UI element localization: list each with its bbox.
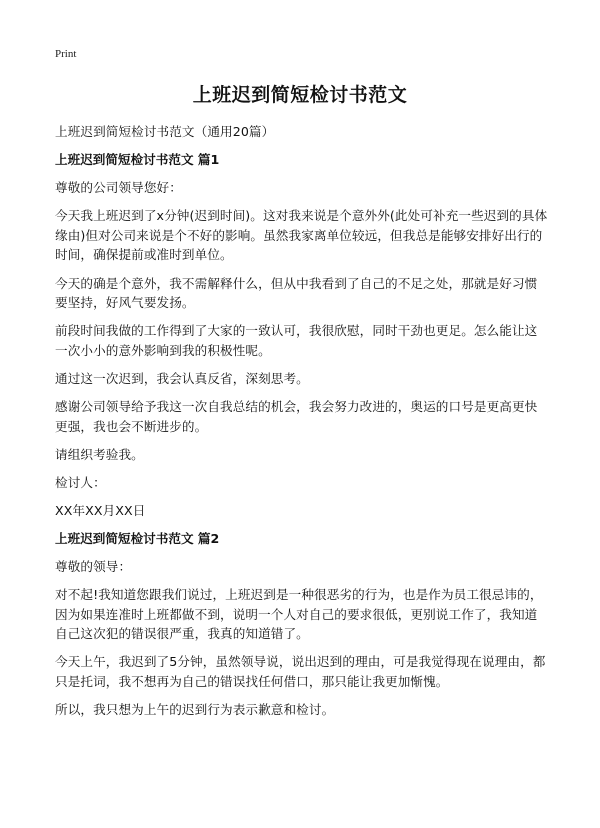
print-label: Print	[55, 48, 77, 60]
paragraph: 对不起!我知道您跟我们说过，上班迟到是一种很恶劣的行为，也是作为员工很忌讳的，因为如果连准时上班都做不到，说明一个人对自己的要求很低，更别说工作了，我知道自己这次犯的错误很严重，我真的知道错了。	[55, 587, 543, 642]
paragraph: 所以，我只想为上午的迟到行为表示歉意和检讨。	[55, 702, 335, 718]
salutation: 尊敬的领导：	[55, 559, 132, 575]
document-body	[55, 122, 548, 728]
paragraph: 感谢公司领导给予我这一次自我总结的机会，我会努力改进的，奥运的口号是更高更快更强，我也会不断进步的。	[55, 399, 538, 434]
section-heading: 上班迟到简短检讨书范文 篇2	[55, 531, 220, 546]
paragraph: 通过这一次迟到，我会认真反省，深刻思考。	[55, 370, 309, 386]
section-1	[55, 150, 548, 520]
paragraph: 今天的确是个意外，我不需解释什么，但从中我看到了自己的不足之处，那就是好习惯要坚持，好风气要发扬。	[55, 275, 538, 311]
document-subtitle: 上班迟到简短检讨书范文（通用20篇）	[55, 124, 275, 139]
document-title: 上班迟到简短检讨书范文	[192, 84, 408, 106]
section-heading: 上班迟到简短检讨书范文 篇1	[55, 152, 220, 168]
signature-date: XX年XX月XX日	[55, 502, 146, 518]
paragraph: 请组织考验我。	[55, 446, 144, 462]
paragraph: 今天上午，我迟到了5分钟，虽然领导说，说出迟到的理由，可是我觉得现在说理由，都只是托词，我不想再为自己的错误找任何借口，那只能让我更加惭愧。	[55, 654, 546, 690]
signature-label: 检讨人：	[55, 474, 106, 490]
section-2	[55, 529, 548, 720]
paragraph: 今天我上班迟到了x分钟(迟到时间)。这对我来说是个意外外(此处可补充一些迟到的具体缘由)但对公司来说是个不好的影响。虽然我家离单位较远，但我总是能够安排好出行的时间，确保提前或准时到单位。	[55, 208, 548, 263]
salutation: 尊敬的公司领导您好：	[55, 180, 182, 196]
paragraph: 前段时间我做的工作得到了大家的一致认可，我很欣慰，同时干劲也更足。怎么能让这一次小小的意外影响到我的积极性呢。	[55, 323, 538, 358]
